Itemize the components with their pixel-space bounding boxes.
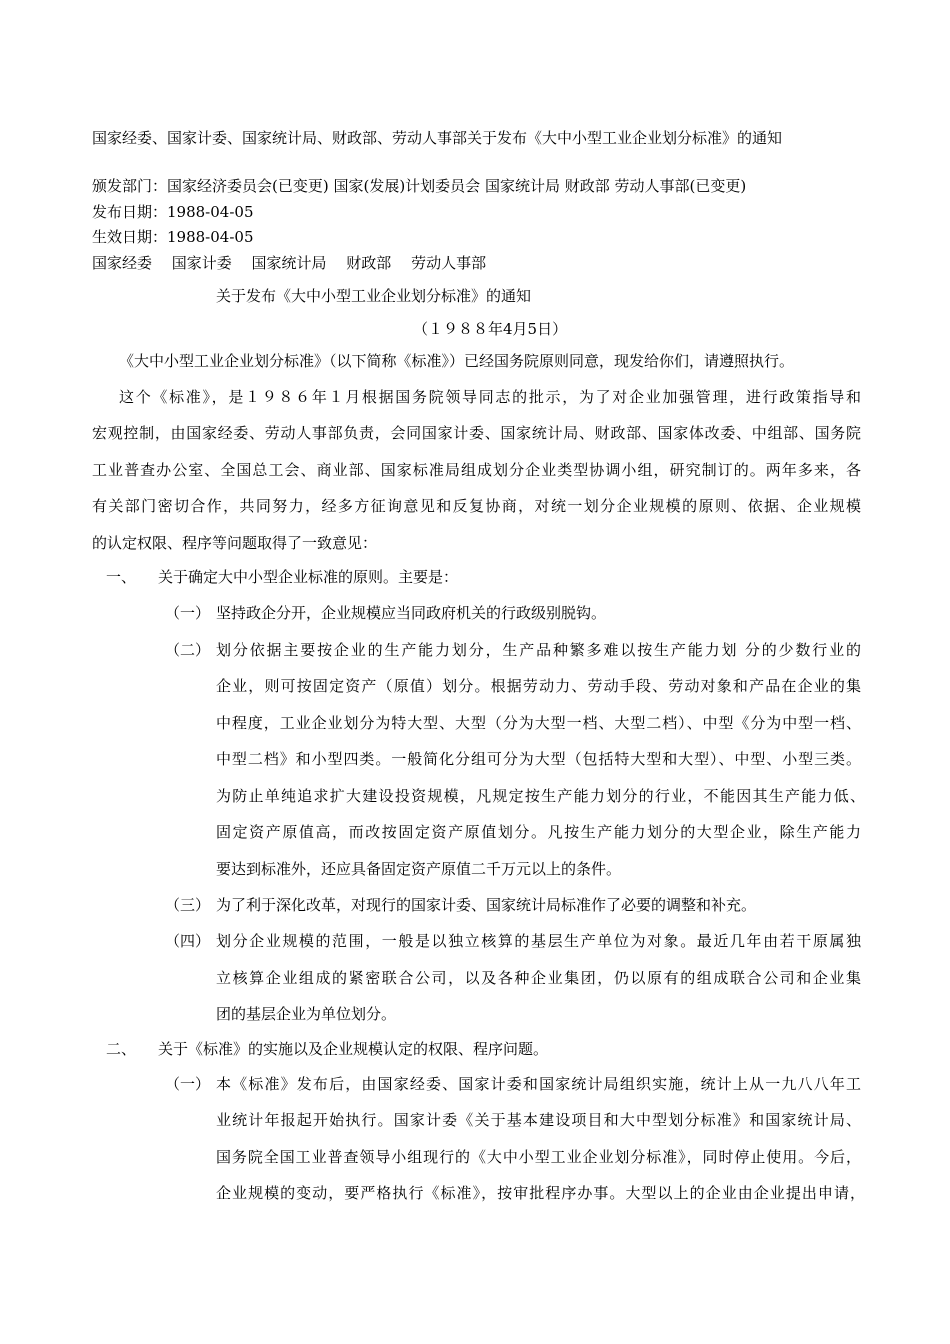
section-title: 关于《标准》的实施以及企业规模认定的权限、程序问题。 xyxy=(158,1040,549,1058)
effective-date: 生效日期：1988-04-05 xyxy=(92,228,254,246)
body-line: 工业普查办公室、全国总工会、商业部、国家标准局组成划分企业类型协调小组，研究制订的。两年多来，各 xyxy=(92,461,861,479)
notice-heading: 关于发布《大中小型工业企业划分标准》的通知 xyxy=(216,287,532,305)
body-line: 宏观控制，由国家经委、劳动人事部负责，会同国家计委、国家统计局、财政部、国家体改委、中组部、国务院 xyxy=(92,424,861,442)
item-line: 要达到标准外，还应具备固定资产原值二千万元以上的条件。 xyxy=(216,860,622,878)
notice-date: （１９８８年4月5日） xyxy=(413,320,568,338)
item-line: 中型二档》和小型四类。一般简化分组可分为大型（包括特大型和大型）、中型、小型三类。 xyxy=(216,750,861,768)
intro-paragraph: 《大中小型工业企业划分标准》（以下简称《标准》）已经国务院原则同意，现发给你们，请遵照执行。 xyxy=(119,352,795,370)
item-label: （二） xyxy=(165,641,211,659)
item-line: 业统计年报起开始执行。国家计委《关于基本建设项目和大中型划分标准》和国家统计局、 xyxy=(216,1111,861,1129)
body-line: 这个《标准》，是１９８６年１月根据国务院领导同志的批示，为了对企业加强管理，进行政策指导和 xyxy=(119,388,861,406)
section-number: 二、 xyxy=(106,1040,137,1058)
item-line: 团的基层企业为单位划分。 xyxy=(216,1005,397,1023)
item-line: 国务院全国工业普查领导小组现行的《大中小型工业企业划分标准》，同时停止使用。今后， xyxy=(216,1148,861,1166)
section-number: 一、 xyxy=(106,568,137,586)
item-line: 为防止单纯追求扩大建设投资规模，凡规定按生产能力划分的行业，不能因其生产能力低、 xyxy=(216,787,865,805)
item-line: 企业规模的变动，要严格执行《标准》，按审批程序办事。大型以上的企业由企业提出申请， xyxy=(216,1184,865,1202)
body-line: 的认定权限、程序等问题取得了一致意见： xyxy=(92,534,378,552)
item-line: 本《标准》发布后，由国家经委、国家计委和国家统计局组织实施，统计上从一九八八年工 xyxy=(216,1075,861,1093)
item-line: 立核算企业组成的紧密联合公司，以及各种企业集团，仍以原有的组成联合公司和企业集 xyxy=(216,969,861,987)
document-title: 国家经委、国家计委、国家统计局、财政部、劳动人事部关于发布《大中小型工业企业划分标准》的通知 xyxy=(92,129,783,147)
item-label: （一） xyxy=(165,1075,211,1093)
item-line: 固定资产原值高，而改按固定资产原值划分。凡按生产能力划分的大型企业，除生产能力 xyxy=(216,823,861,841)
item-line: 坚持政企分开，企业规模应当同政府机关的行政级别脱钩。 xyxy=(216,604,607,622)
signing-bodies: 国家经委 国家计委 国家统计局 财政部 劳动人事部 xyxy=(92,254,487,272)
item-line: 为了利于深化改革，对现行的国家计委、国家统计局标准作了必要的调整和补充。 xyxy=(216,896,757,914)
issuing-departments: 颁发部门：国家经济委员会(已变更) 国家(发展)计划委员会 国家统计局 财政部 劳动人事部(已变更) xyxy=(92,177,747,195)
item-label: （一） xyxy=(165,604,211,622)
item-line: 企业，则可按固定资产（原值）划分。根据劳动力、劳动手段、劳动对象和产品在企业的集 xyxy=(216,677,861,695)
item-label: （四） xyxy=(165,932,211,950)
body-line: 有关部门密切合作，共同努力，经多方征询意见和反复协商，对统一划分企业规模的原则、依据、企业规模 xyxy=(92,497,861,515)
item-label: （三） xyxy=(165,896,211,914)
section-title: 关于确定大中小型企业标准的原则。主要是： xyxy=(158,568,459,586)
item-line: 划分企业规模的范围，一般是以独立核算的基层生产单位为对象。最近几年由若干原属独 xyxy=(216,932,861,950)
publish-date: 发布日期：1988-04-05 xyxy=(92,203,254,221)
item-line: 划分依据主要按企业的生产能力划分，生产品种繁多难以按生产能力划 分的少数行业的 xyxy=(216,641,861,659)
item-line: 中程度，工业企业划分为特大型、大型（分为大型一档、大型二档）、中型《分为中型一档、 xyxy=(216,714,861,732)
